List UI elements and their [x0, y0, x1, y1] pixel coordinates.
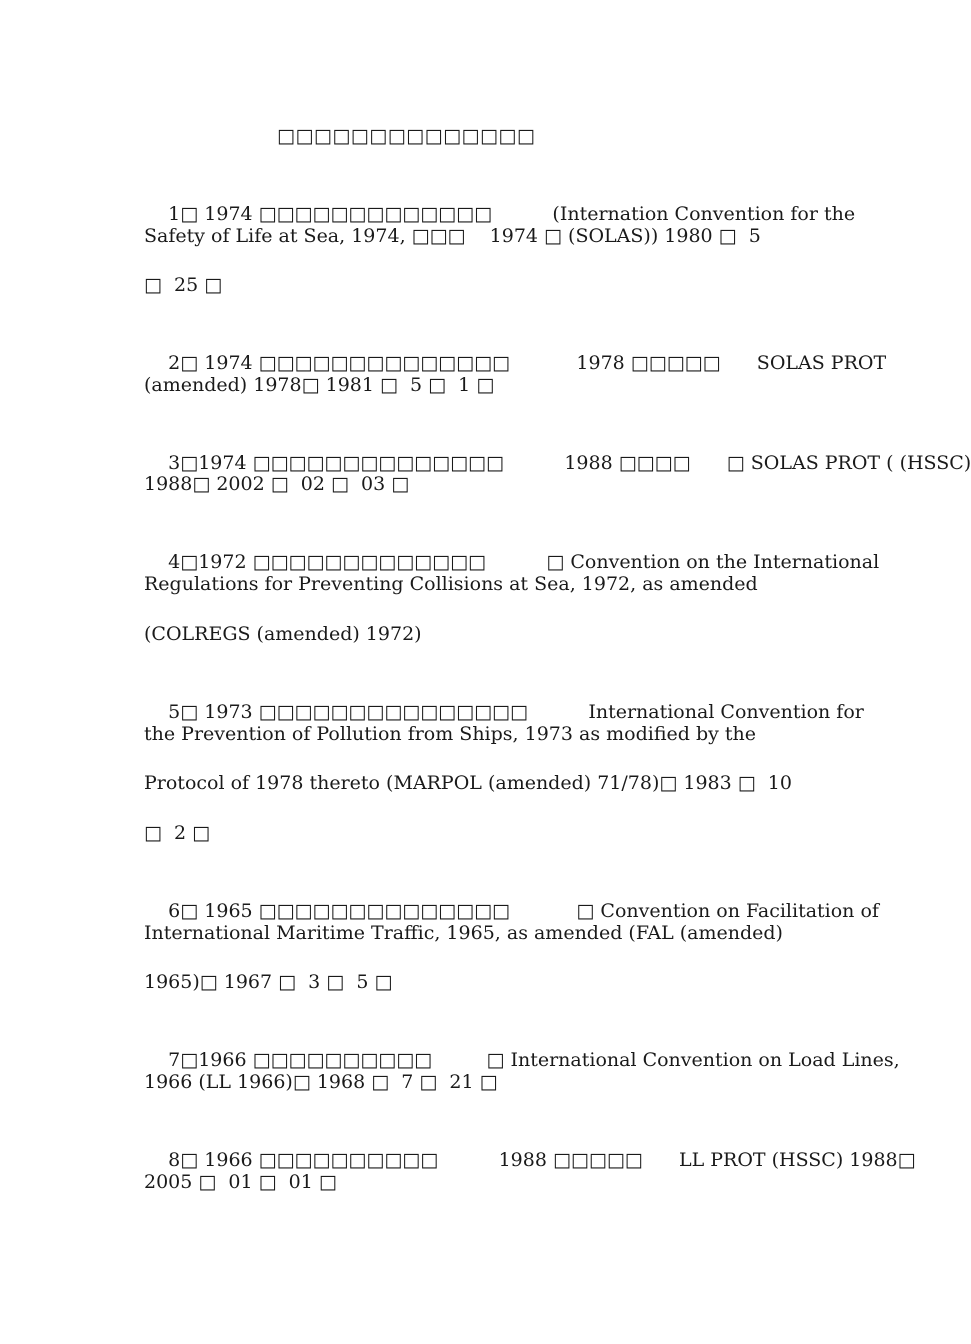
item-4-line-3: (COLREGS (amended) 1972) — [144, 623, 422, 645]
item-5-line-4: □ 2 □ — [144, 822, 211, 844]
item-text: 1974 □□□□□□□□□□□□□ (Internation Convention for the — [204, 203, 856, 225]
item-text: 1965 □□□□□□□□□□□□□□ □ Convention on Facilitation of — [204, 900, 879, 922]
item-number: 1□ — [168, 203, 199, 225]
item-text: 1972 □□□□□□□□□□□□□ □ Convention on the International — [198, 551, 880, 573]
item-text: 1973 □□□□□□□□□□□□□□□ International Convention for — [204, 701, 864, 723]
item-text: 1966 □□□□□□□□□□ 1988 □□□□□ LL PROT (HSSC) 1988□ — [204, 1149, 916, 1171]
item-text: 1974 □□□□□□□□□□□□□□ 1978 □□□□□ SOLAS PROT — [204, 352, 887, 374]
item-2-line-2: (amended) 1978□ 1981 □ 5 □ 1 □ — [144, 374, 495, 396]
item-1-line-3: □ 25 □ — [144, 274, 223, 296]
item-5-line-2: the Prevention of Pollution from Ships, 1973 as modified by the — [144, 723, 756, 745]
item-number: 6□ — [168, 900, 199, 922]
item-7-line-2: 1966 (LL 1966)□ 1968 □ 7 □ 21 □ — [144, 1071, 498, 1093]
item-4-line-2: Regulations for Preventing Collisions at Sea, 1972, as amended — [144, 573, 758, 595]
item-8-line-2: 2005 □ 01 □ 01 □ — [144, 1171, 337, 1193]
item-3-line-2: 1988□ 2002 □ 02 □ 03 □ — [144, 473, 410, 495]
item-number: 7□ — [168, 1049, 199, 1071]
item-6-line-3: 1965)□ 1967 □ 3 □ 5 □ — [144, 971, 393, 993]
document-title: □□□□□□□□□□□□□□ — [277, 125, 536, 147]
item-number: 3□ — [168, 452, 199, 474]
item-number: 4□ — [168, 551, 199, 573]
item-6-line-2: International Maritime Traffic, 1965, as amended (FAL (amended) — [144, 922, 783, 944]
item-number: 5□ — [168, 701, 199, 723]
item-text: 1974 □□□□□□□□□□□□□□ 1988 □□□□ □ SOLAS PROT ( (HSSC) — [198, 452, 971, 474]
item-number: 8□ — [168, 1149, 199, 1171]
item-text: 1966 □□□□□□□□□□ □ International Convention on Load Lines, — [198, 1049, 900, 1071]
item-1-line-2: Safety of Life at Sea, 1974, □□□ 1974 □ (SOLAS)) 1980 □ 5 — [144, 225, 761, 247]
item-number: 2□ — [168, 352, 199, 374]
item-5-line-3: Protocol of 1978 thereto (MARPOL (amended) 71/78)□ 1983 □ 10 — [144, 772, 792, 794]
